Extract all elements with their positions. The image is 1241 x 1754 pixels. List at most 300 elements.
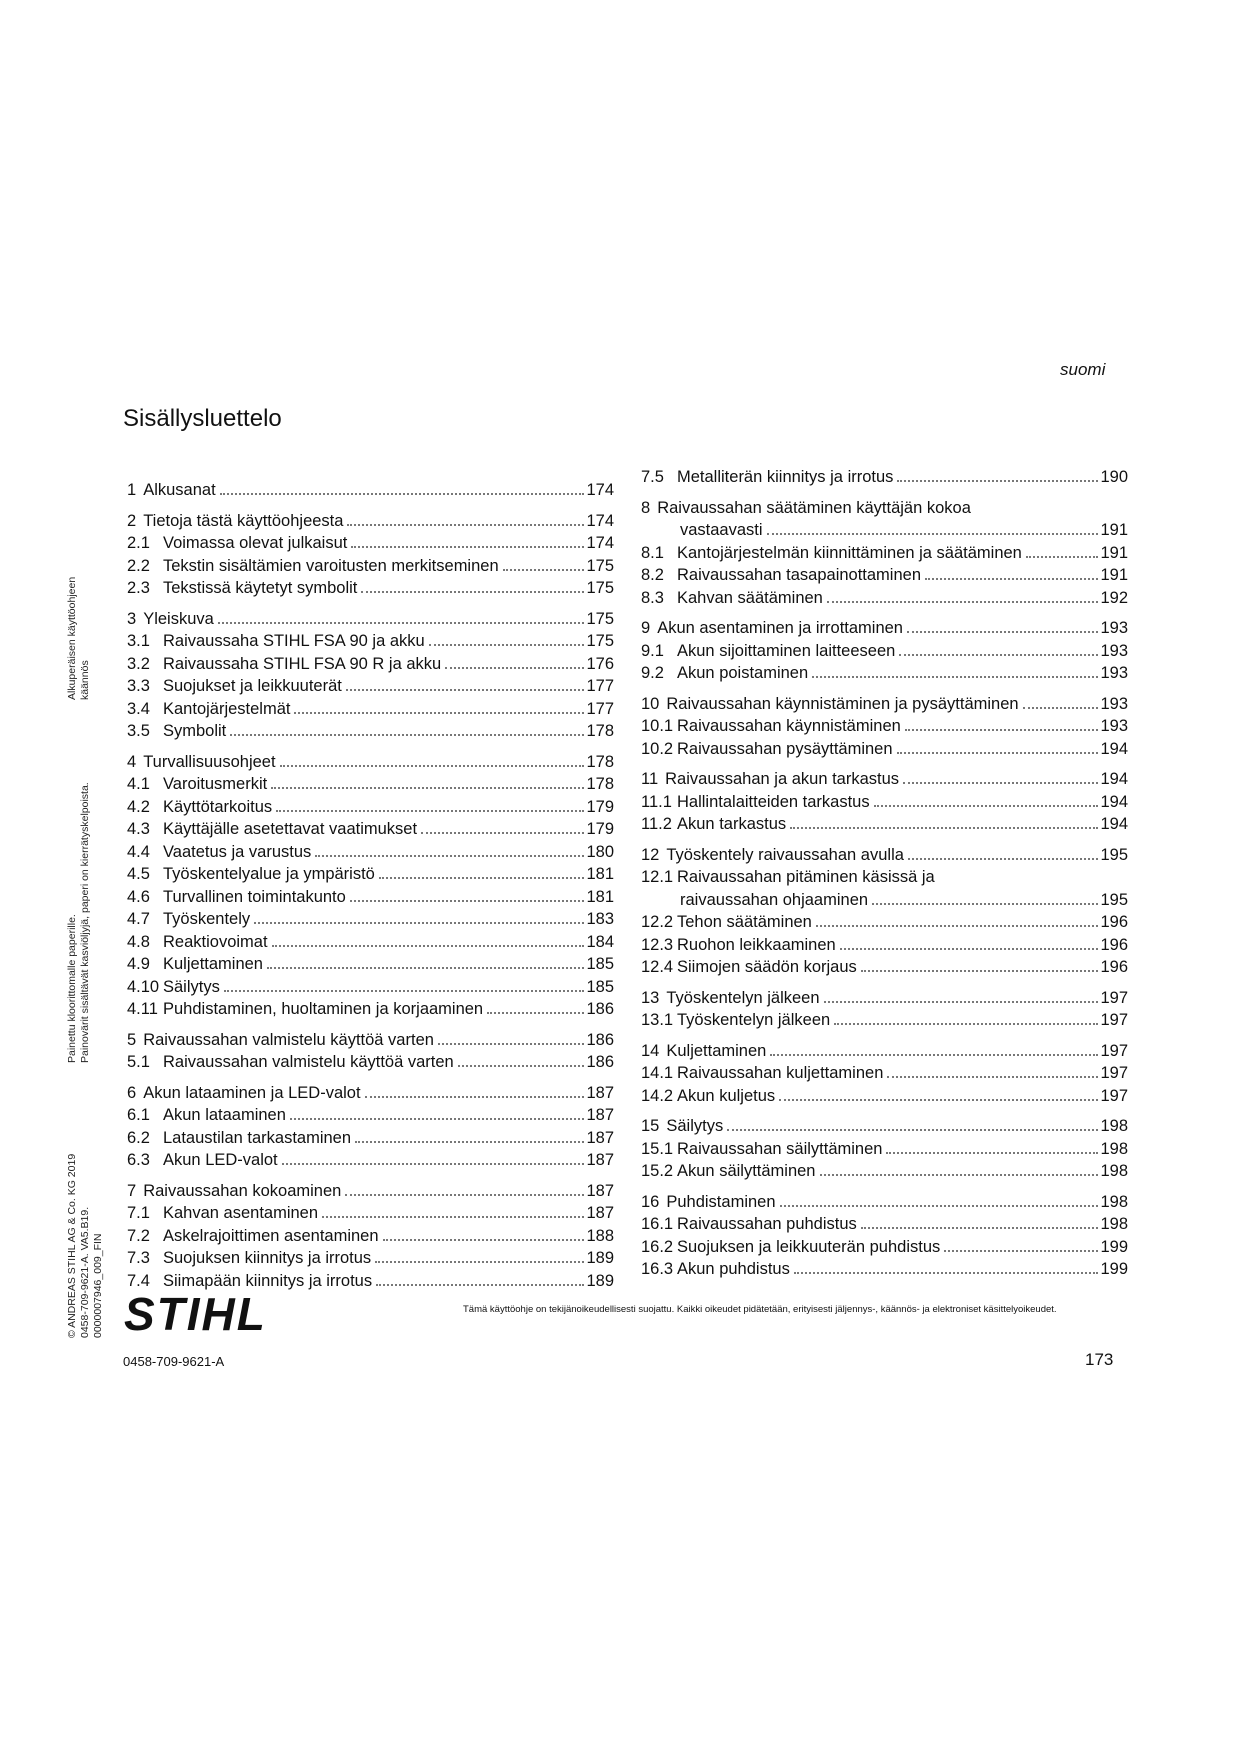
toc-section-entry[interactable] — [641, 587, 1128, 610]
toc-page-number: 195 — [1100, 890, 1128, 909]
toc-page-number: 196 — [1100, 958, 1128, 976]
toc-page-number: 186 — [586, 1030, 614, 1049]
toc-leader-dots — [224, 990, 585, 992]
toc-section-entry[interactable] — [127, 1247, 614, 1270]
toc-number: 3.2 — [127, 654, 150, 673]
toc-title: Akun sijoittaminen laitteeseen — [677, 641, 896, 660]
toc-leader-dots — [280, 765, 585, 767]
toc-leader-dots — [230, 734, 584, 736]
toc-title: Työskentely raivaussahan avulla — [666, 845, 904, 864]
toc-section-entry[interactable] — [641, 1062, 1128, 1085]
toc-page-number: 187 — [586, 1204, 614, 1222]
toc-section-entry[interactable] — [127, 1051, 614, 1074]
toc-page-number: 175 — [586, 609, 614, 628]
toc-chapter-entry[interactable] — [127, 510, 614, 533]
toc-leader-dots — [861, 970, 1099, 972]
toc-leader-dots — [379, 877, 585, 879]
toc-leader-dots — [361, 591, 584, 593]
toc-leader-dots — [346, 689, 585, 691]
toc-leader-dots — [812, 676, 1098, 678]
toc-page-number: 186 — [586, 1000, 614, 1018]
toc-section-entry[interactable] — [127, 998, 614, 1021]
svg-text:STIHL: STIHL — [124, 1293, 267, 1335]
toc-title: Raivaussahan pitäminen käsissä ja — [677, 868, 935, 886]
toc-title: Työskentely — [163, 910, 251, 928]
toc-section-entry[interactable] — [127, 653, 614, 676]
toc-leader-dots — [905, 729, 1099, 731]
toc-title-continued: raivaussahan ohjaaminen — [680, 890, 869, 909]
toc-page-number: 184 — [586, 932, 614, 951]
toc-leader-dots — [458, 1065, 585, 1067]
copyright-sidebar — [66, 1154, 105, 1338]
toc-page-number: 188 — [586, 1226, 614, 1245]
toc-leader-dots — [218, 622, 585, 624]
toc-section-entry[interactable] — [127, 1104, 614, 1127]
toc-leader-dots — [1026, 556, 1099, 558]
toc-page-number: 183 — [586, 910, 614, 928]
toc-leader-dots — [503, 569, 585, 571]
toc-page-number: 176 — [586, 654, 614, 673]
toc-leader-dots — [897, 752, 1099, 754]
toc-leader-dots — [350, 900, 585, 902]
toc-title: Kantojärjestelmät — [163, 699, 291, 718]
toc-section-entry[interactable] — [127, 841, 614, 864]
toc-title: Raivaussaha STIHL FSA 90 R ja akku — [163, 654, 442, 673]
toc-leader-dots — [780, 1205, 1099, 1207]
toc-leader-dots — [294, 712, 584, 714]
toc-title: Suojuksen kiinnitys ja irrotus — [163, 1249, 372, 1267]
toc-page-number: 193 — [1100, 694, 1128, 713]
toc-leader-dots — [438, 1043, 585, 1045]
copyright-notice: Tämä käyttöohje on tekijänoikeudellisesti suojattu. Kaikki oikeudet pidätetään, erityisesti jäljennys-, käännös- ja elektroniset käsittelyoikeudet. — [463, 1304, 1057, 1315]
toc-section-entry[interactable] — [641, 1138, 1128, 1161]
toc-section-entry[interactable] — [127, 630, 614, 653]
toc-number: 7.3 — [127, 1249, 150, 1267]
toc-title: Kahvan asentaminen — [163, 1204, 319, 1222]
toc-leader-dots — [925, 578, 1098, 580]
toc-title: Kahvan säätäminen — [677, 588, 823, 607]
toc-page-number: 177 — [586, 699, 614, 718]
sidebar-id-line: 0000007946_009_FIN — [92, 1233, 104, 1338]
toc-title: Akun lataaminen ja LED-valot — [143, 1083, 361, 1102]
toc-chapter-entry[interactable] — [127, 1029, 614, 1052]
toc-number: 13 — [641, 988, 660, 1007]
toc-leader-dots — [376, 1284, 584, 1286]
toc-leader-dots — [903, 782, 1098, 784]
toc-page-number: 187 — [586, 1128, 614, 1147]
toc-chapter-entry[interactable] — [641, 1115, 1128, 1138]
toc-section-entry[interactable] — [127, 953, 614, 976]
toc-section-entry[interactable] — [127, 675, 614, 698]
toc-section-entry[interactable] — [127, 863, 614, 886]
page-number: 173 — [1085, 1350, 1114, 1369]
toc-page-number: 189 — [586, 1271, 614, 1290]
toc-title: Akun puhdistus — [677, 1260, 790, 1278]
toc-section-entry[interactable] — [127, 931, 614, 954]
toc-page-number: 192 — [1100, 588, 1128, 607]
toc-page-number: 198 — [1100, 1215, 1128, 1233]
toc-leader-dots — [445, 667, 584, 669]
toc-number: 5.1 — [127, 1053, 150, 1071]
toc-chapter-entry[interactable] — [127, 1180, 614, 1203]
toc-title: Lataustilan tarkastaminen — [163, 1128, 352, 1147]
toc-number: 13.1 — [641, 1011, 674, 1029]
toc-leader-dots — [840, 948, 1099, 950]
toc-number: 14.1 — [641, 1064, 674, 1082]
toc-section-entry[interactable] — [641, 1160, 1128, 1183]
toc-number: 7 — [127, 1181, 137, 1200]
toc-number: 12.4 — [641, 958, 674, 976]
toc-number: 14.2 — [641, 1086, 674, 1105]
sidebar-doc-line: 0458-709-9621-A. VA5.B19. — [79, 1206, 91, 1338]
toc-page-number: 198 — [1100, 1117, 1128, 1135]
toc-leader-dots — [375, 1261, 584, 1263]
toc-section-entry[interactable] — [641, 1085, 1128, 1108]
toc-title: Metalliterän kiinnitys ja irrotus — [677, 468, 894, 486]
toc-title: Turvallisuusohjeet — [143, 752, 276, 771]
toc-title: Raivaussahan valmistelu käyttöä varten — [163, 1053, 454, 1071]
toc-number: 2.2 — [127, 556, 150, 575]
toc-number: 4.6 — [127, 887, 150, 906]
toc-title: Tehon säätäminen — [677, 913, 812, 931]
toc-page-number: 175 — [586, 556, 614, 575]
toc-number: 12.1 — [641, 868, 674, 886]
toc-chapter-entry[interactable] — [127, 479, 614, 502]
toc-page-number: 185 — [586, 977, 614, 996]
toc-leader-dots — [874, 805, 1099, 807]
toc-title: Raivaussahan puhdistus — [677, 1215, 857, 1233]
toc-section-entry[interactable] — [127, 577, 614, 600]
toc-title: Raivaussahan säilyttäminen — [677, 1139, 883, 1158]
toc-section-entry[interactable] — [641, 813, 1128, 836]
toc-chapter-entry[interactable] — [127, 1082, 614, 1105]
toc-section-entry[interactable] — [641, 934, 1128, 957]
toc-leader-dots — [767, 533, 1099, 535]
toc-title: Raivaussahan pysäyttäminen — [677, 739, 893, 758]
toc-chapter-entry[interactable] — [641, 693, 1128, 716]
toc-right-column — [641, 466, 1128, 1281]
toc-leader-dots — [1023, 707, 1099, 709]
toc-title: Tekstissä käytetyt symbolit — [163, 579, 358, 597]
toc-number: 1 — [127, 481, 137, 499]
toc-title: Puhdistaminen — [666, 1192, 776, 1211]
toc-number: 4.11 — [127, 1000, 158, 1018]
toc-title: Raivaussahan käynnistäminen ja pysäyttäminen — [666, 694, 1019, 713]
toc-section-entry[interactable] — [127, 1225, 614, 1248]
toc-chapter-entry[interactable] — [641, 987, 1128, 1010]
toc-title: Hallintalaitteiden tarkastus — [677, 792, 870, 811]
toc-page-number: 197 — [1100, 1086, 1128, 1105]
toc-leader-dots — [944, 1250, 1098, 1252]
toc-title: Raivaussahan säätäminen käyttäjän kokoa — [657, 498, 971, 517]
toc-number: 8.1 — [641, 543, 664, 562]
toc-page-number: 198 — [1100, 1139, 1128, 1158]
toc-page-number: 187 — [586, 1181, 614, 1200]
toc-number: 7.2 — [127, 1226, 150, 1245]
toc-leader-dots — [315, 855, 584, 857]
toc-section-entry[interactable] — [641, 715, 1128, 738]
toc-section-entry[interactable] — [127, 555, 614, 578]
toc-number: 3.4 — [127, 699, 150, 718]
toc-section-entry[interactable] — [127, 698, 614, 721]
toc-number: 4.7 — [127, 910, 150, 928]
toc-leader-dots — [824, 1001, 1099, 1003]
toc-number: 11.2 — [641, 815, 672, 833]
toc-leader-dots — [907, 631, 1098, 633]
toc-number: 12.2 — [641, 913, 674, 931]
toc-section-entry[interactable] — [127, 720, 614, 743]
toc-page-number: 197 — [1100, 988, 1128, 1007]
original-sidebar — [66, 577, 92, 700]
toc-title: Suojuksen ja leikkuuterän puhdistus — [677, 1237, 941, 1256]
toc-page-number: 185 — [586, 955, 614, 973]
toc-title: Akun asentaminen ja irrottaminen — [657, 619, 903, 637]
toc-leader-dots — [276, 810, 584, 812]
toc-chapter-entry[interactable] — [641, 844, 1128, 867]
sidebar-ink-line: Painovärit sisältävät kasviöljyjä, paperi on kierrätyskelpoista. — [79, 782, 91, 1063]
toc-page-number: 193 — [1100, 717, 1128, 735]
toc-number: 6 — [127, 1083, 137, 1102]
toc-leader-dots — [267, 967, 584, 969]
toc-section-entry[interactable] — [641, 1258, 1128, 1281]
toc-page-number: 194 — [1100, 815, 1128, 833]
print-info-sidebar — [66, 782, 92, 1063]
toc-page-number: 178 — [586, 775, 614, 793]
toc-section-entry[interactable] — [641, 564, 1128, 587]
toc-section-entry[interactable] — [127, 976, 614, 999]
toc-page-number: 193 — [1100, 641, 1128, 660]
toc-title: Säilytys — [666, 1117, 724, 1135]
toc-title: Ruohon leikkaaminen — [677, 935, 836, 954]
toc-page-number: 199 — [1100, 1260, 1128, 1278]
toc-number: 2.1 — [127, 534, 150, 552]
toc-number: 2.3 — [127, 579, 150, 597]
toc-page-number: 181 — [586, 865, 614, 883]
stihl-logo — [124, 1293, 288, 1335]
toc-page-number: 174 — [586, 534, 614, 552]
toc-section-entry[interactable] — [641, 866, 1128, 911]
toc-section-entry[interactable] — [641, 738, 1128, 761]
toc-leader-dots — [872, 903, 1098, 905]
toc-number: 9.2 — [641, 664, 664, 682]
toc-title: Akun tarkastus — [677, 815, 787, 833]
toc-chapter-entry[interactable] — [641, 1191, 1128, 1214]
toc-section-entry[interactable] — [127, 796, 614, 819]
toc-number: 3.1 — [127, 632, 150, 650]
toc-number: 15 — [641, 1117, 660, 1135]
toc-page-number: 193 — [1100, 664, 1128, 682]
toc-section-entry[interactable] — [641, 911, 1128, 934]
toc-leader-dots — [429, 644, 585, 646]
toc-section-entry[interactable] — [127, 1149, 614, 1172]
toc-section-entry[interactable] — [641, 1213, 1128, 1236]
toc-section-entry[interactable] — [127, 1127, 614, 1150]
toc-leader-dots — [861, 1227, 1099, 1229]
toc-left-column — [127, 479, 614, 1292]
toc-number: 8.2 — [641, 566, 664, 584]
toc-title: Työskentelyn jälkeen — [677, 1011, 831, 1029]
toc-leader-dots — [355, 1141, 584, 1143]
toc-leader-dots — [834, 1023, 1098, 1025]
toc-leader-dots — [220, 493, 585, 495]
toc-section-entry[interactable] — [127, 773, 614, 796]
toc-title: Varoitusmerkit — [163, 775, 268, 793]
toc-page-number: 191 — [1100, 521, 1128, 539]
toc-page-number: 195 — [1100, 845, 1128, 864]
toc-number: 7.4 — [127, 1271, 150, 1290]
toc-number: 10.2 — [641, 739, 674, 758]
toc-title: Puhdistaminen, huoltaminen ja korjaaminen — [163, 1000, 484, 1018]
toc-title: Raivaussahan käynnistäminen — [677, 717, 901, 735]
toc-section-entry[interactable] — [641, 542, 1128, 565]
toc-leader-dots — [899, 654, 1098, 656]
toc-section-entry[interactable] — [127, 1202, 614, 1225]
toc-section-entry[interactable] — [127, 818, 614, 841]
toc-title: Kuljettaminen — [666, 1041, 767, 1060]
toc-page-number: 186 — [586, 1053, 614, 1071]
toc-section-entry[interactable] — [127, 1270, 614, 1293]
toc-leader-dots — [790, 827, 1098, 829]
toc-title: Vaatetus ja varustus — [163, 842, 312, 861]
toc-number: 16 — [641, 1192, 660, 1211]
toc-chapter-entry[interactable] — [641, 768, 1128, 791]
toc-number: 3.3 — [127, 677, 150, 695]
toc-title: Siimapään kiinnitys ja irrotus — [163, 1271, 373, 1290]
toc-number: 8 — [641, 498, 651, 517]
toc-number: 4.1 — [127, 775, 150, 793]
document-code: 0458-709-9621-A — [123, 1354, 225, 1369]
toc-page-number: 180 — [586, 842, 614, 861]
toc-title: Symbolit — [163, 722, 227, 740]
toc-leader-dots — [282, 1163, 585, 1165]
sidebar-copyright-line: © ANDREAS STIHL AG & Co. KG 2019 — [66, 1153, 78, 1338]
toc-number: 4.9 — [127, 955, 150, 973]
toc-title: Säilytys — [163, 977, 220, 996]
toc-leader-dots — [345, 1194, 584, 1196]
toc-leader-dots — [365, 1096, 585, 1098]
toc-number: 4.8 — [127, 932, 150, 951]
toc-title: Tekstin sisältämien varoitusten merkitseminen — [163, 556, 499, 575]
toc-title: Raivaussaha STIHL FSA 90 ja akku — [163, 632, 425, 650]
toc-leader-dots — [347, 524, 584, 526]
toc-page-number: 187 — [586, 1151, 614, 1169]
toc-title: Tietoja tästä käyttöohjeesta — [143, 511, 344, 530]
toc-leader-dots — [322, 1216, 584, 1218]
toc-chapter-entry[interactable] — [641, 617, 1128, 640]
toc-page-number: 190 — [1100, 468, 1128, 486]
toc-leader-dots — [727, 1129, 1098, 1131]
toc-section-entry[interactable] — [641, 662, 1128, 685]
toc-page-number: 181 — [586, 887, 614, 906]
toc-number: 4 — [127, 752, 137, 771]
toc-page-number: 174 — [586, 511, 614, 530]
toc-page-number: 193 — [1100, 619, 1128, 637]
toc-leader-dots — [770, 1054, 1098, 1056]
toc-title: Reaktiovoimat — [163, 932, 268, 951]
toc-leader-dots — [779, 1099, 1098, 1101]
toc-chapter-entry[interactable] — [641, 1040, 1128, 1063]
toc-number: 3 — [127, 609, 137, 628]
toc-chapter-entry[interactable] — [127, 608, 614, 631]
toc-title: Akun LED-valot — [163, 1151, 278, 1169]
toc-leader-dots — [351, 546, 584, 548]
toc-page-number: 175 — [586, 632, 614, 650]
toc-section-entry[interactable] — [641, 956, 1128, 979]
toc-section-entry[interactable] — [641, 1009, 1128, 1032]
toc-section-entry[interactable] — [641, 791, 1128, 814]
toc-number: 16.3 — [641, 1260, 674, 1278]
toc-section-entry[interactable] — [641, 1236, 1128, 1259]
toc-number: 4.4 — [127, 842, 150, 861]
toc-page-number: 177 — [586, 677, 614, 695]
toc-leader-dots — [886, 1152, 1098, 1154]
toc-leader-dots — [272, 945, 585, 947]
toc-leader-dots — [383, 1239, 585, 1241]
toc-number: 15.1 — [641, 1139, 674, 1158]
toc-leader-dots — [908, 858, 1099, 860]
toc-title: Kantojärjestelmän kiinnittäminen ja säätäminen — [677, 543, 1022, 562]
toc-leader-dots — [827, 601, 1099, 603]
toc-page-number: 196 — [1100, 913, 1128, 931]
toc-page-number: 187 — [586, 1106, 614, 1124]
toc-section-entry[interactable] — [127, 532, 614, 555]
toc-title: Kuljettaminen — [163, 955, 263, 973]
toc-title: Raivaussahan tasapainottaminen — [677, 566, 921, 584]
toc-title: Akun säilyttäminen — [677, 1162, 816, 1180]
toc-number: 16.2 — [641, 1237, 674, 1256]
toc-number: 14 — [641, 1041, 660, 1060]
toc-page-number: 191 — [1100, 543, 1128, 562]
toc-number: 6.2 — [127, 1128, 150, 1147]
toc-chapter-entry[interactable] — [641, 497, 1128, 542]
toc-page-number: 191 — [1100, 566, 1128, 584]
toc-page-number: 174 — [586, 481, 614, 499]
toc-page-number: 196 — [1100, 935, 1128, 954]
toc-number: 7.5 — [641, 468, 664, 486]
toc-title: Käyttötarkoitus — [163, 797, 273, 816]
toc-section-entry[interactable] — [641, 640, 1128, 663]
toc-number: 5 — [127, 1030, 137, 1049]
toc-leader-dots — [887, 1076, 1098, 1078]
toc-leader-dots — [794, 1272, 1099, 1274]
toc-section-entry[interactable] — [127, 908, 614, 931]
toc-chapter-entry[interactable] — [127, 751, 614, 774]
toc-page-number: 197 — [1100, 1041, 1128, 1060]
toc-title: Työskentelyalue ja ympäristö — [163, 865, 375, 883]
page-title: Sisällysluettelo — [123, 405, 282, 432]
toc-number: 4.5 — [127, 865, 150, 883]
toc-page-number: 198 — [1100, 1192, 1128, 1211]
toc-section-entry[interactable] — [641, 466, 1128, 489]
toc-number: 16.1 — [641, 1215, 674, 1233]
toc-page-number: 187 — [586, 1083, 614, 1102]
toc-number: 12.3 — [641, 935, 674, 954]
toc-section-entry[interactable] — [127, 886, 614, 909]
toc-number: 15.2 — [641, 1162, 674, 1180]
toc-number: 10.1 — [641, 717, 674, 735]
toc-number: 6.1 — [127, 1106, 150, 1124]
toc-number: 4.3 — [127, 820, 150, 838]
toc-number: 7.1 — [127, 1204, 150, 1222]
toc-page-number: 197 — [1100, 1011, 1128, 1029]
toc-page-number: 175 — [586, 579, 614, 597]
toc-title: Raivaussahan valmistelu käyttöä varten — [143, 1030, 434, 1049]
toc-page-number: 179 — [586, 797, 614, 816]
toc-number: 8.3 — [641, 588, 664, 607]
toc-page-number: 199 — [1100, 1237, 1128, 1256]
toc-number: 9 — [641, 619, 651, 637]
toc-page-number: 198 — [1100, 1162, 1128, 1180]
